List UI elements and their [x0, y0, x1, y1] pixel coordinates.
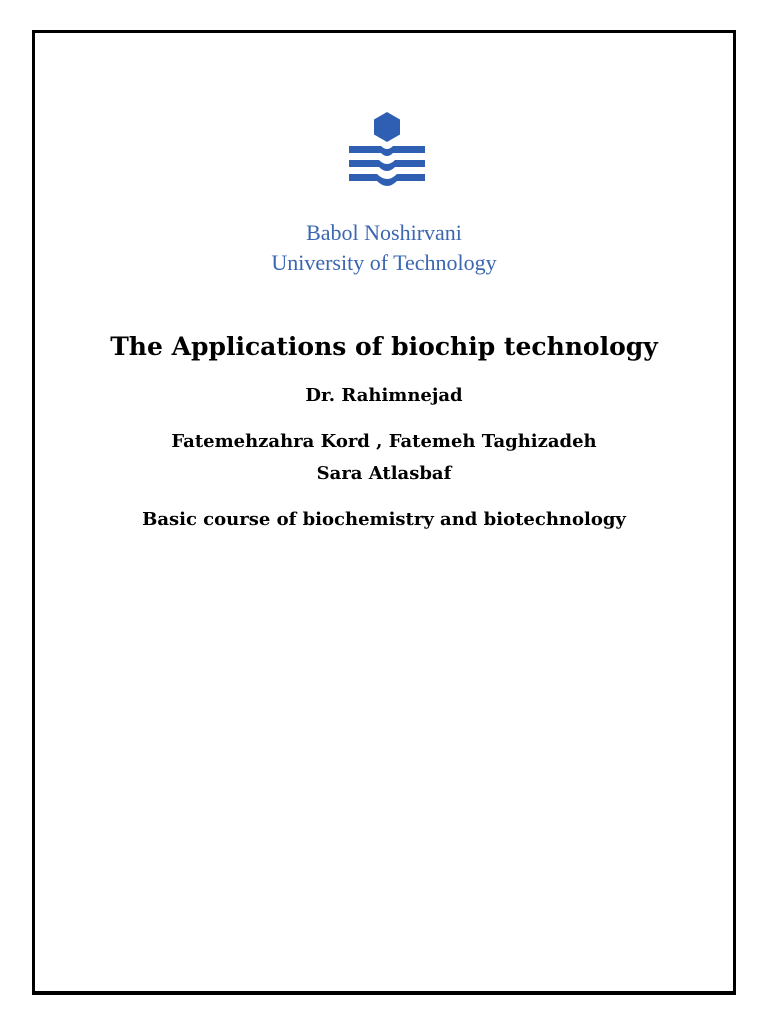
university-logo [0, 84, 768, 304]
authors-line-2: Sara Atlasbaf [316, 463, 452, 484]
document-title: The Applications of biochip technology [110, 332, 658, 361]
logo-university-name-line2: University of Technology [271, 250, 497, 275]
university-book-icon [345, 110, 429, 200]
page-border-bottom-line [32, 994, 736, 995]
course-name: Basic course of biochemistry and biotechnology [142, 509, 626, 530]
authors-line-1: Fatemehzahra Kord , Fatemeh Taghizadeh [171, 431, 597, 452]
logo-university-name-line1: Babol Noshirvani [306, 220, 462, 245]
advisor-name: Dr. Rahimnejad [305, 385, 463, 406]
